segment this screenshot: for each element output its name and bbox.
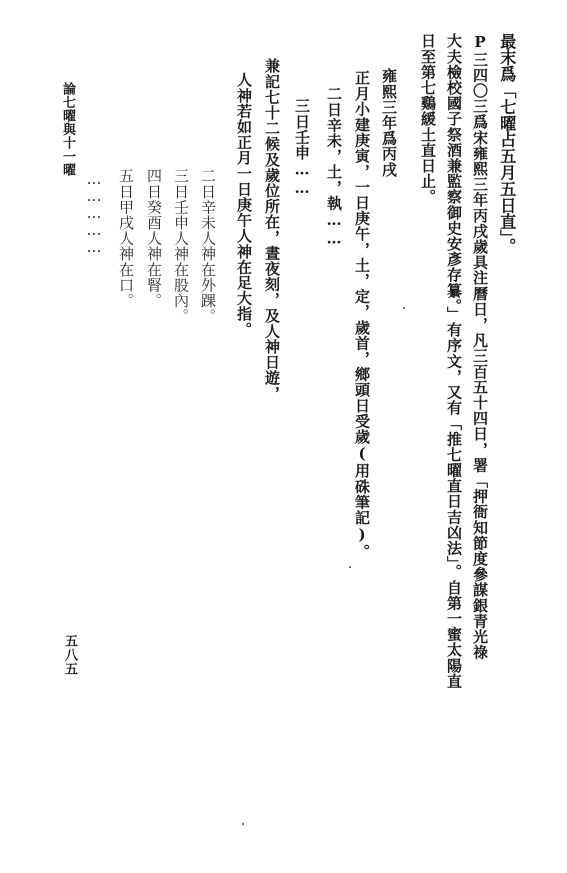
print-speck bbox=[349, 566, 351, 568]
page-number: 五八五 bbox=[62, 634, 77, 676]
print-speck bbox=[403, 307, 405, 309]
human-spirit-day-2: 二日辛未人神在外踝。 bbox=[199, 168, 217, 324]
calendar-entry-day-2: 二日辛未，土，執…… bbox=[325, 86, 343, 248]
running-head: 論七曜與十一曜 bbox=[60, 82, 75, 177]
text-column-3: 大夫檢校國子祭酒兼監察御史安彥存纂。」有序文，又有「推七曜直日吉凶法」。自第一蜜太陽直 bbox=[445, 33, 463, 689]
calendar-entry-day-3: 三日壬申…… bbox=[293, 98, 311, 198]
human-spirit-day-4: 四日癸酉人神在腎。 bbox=[145, 168, 163, 309]
print-speck bbox=[242, 823, 244, 825]
commentary-line-1: 兼記七十二候及歲位所在，晝夜刻，及人神日遊， bbox=[263, 58, 281, 402]
year-heading: 雍熙三年爲丙戌 bbox=[380, 68, 398, 178]
text-column-4: 日至第七鷄緩土直日止。 bbox=[419, 33, 437, 205]
human-spirit-day-3: 三日壬申人神在股內。 bbox=[172, 168, 190, 324]
text-column-1: 最末爲「七曜占五月五日直」。 bbox=[497, 33, 517, 255]
ellipsis-continuation: …………… bbox=[85, 170, 103, 255]
human-spirit-day-5: 五日甲戌人神在口。 bbox=[117, 168, 135, 309]
calendar-entry-first-month: 正月小建庚寅，一日庚午，土，定，歲首，鄉頭日受歲(用硃筆記)。 bbox=[353, 70, 371, 560]
commentary-line-2: 人神若如正月一日庚午人神在足大指。 bbox=[235, 72, 253, 338]
text-column-2: P三四〇三爲宋雍熙三年丙戌歲具注曆日，凡三百五十四日，署「押衙知節度參謀銀青光祿 bbox=[471, 33, 489, 660]
